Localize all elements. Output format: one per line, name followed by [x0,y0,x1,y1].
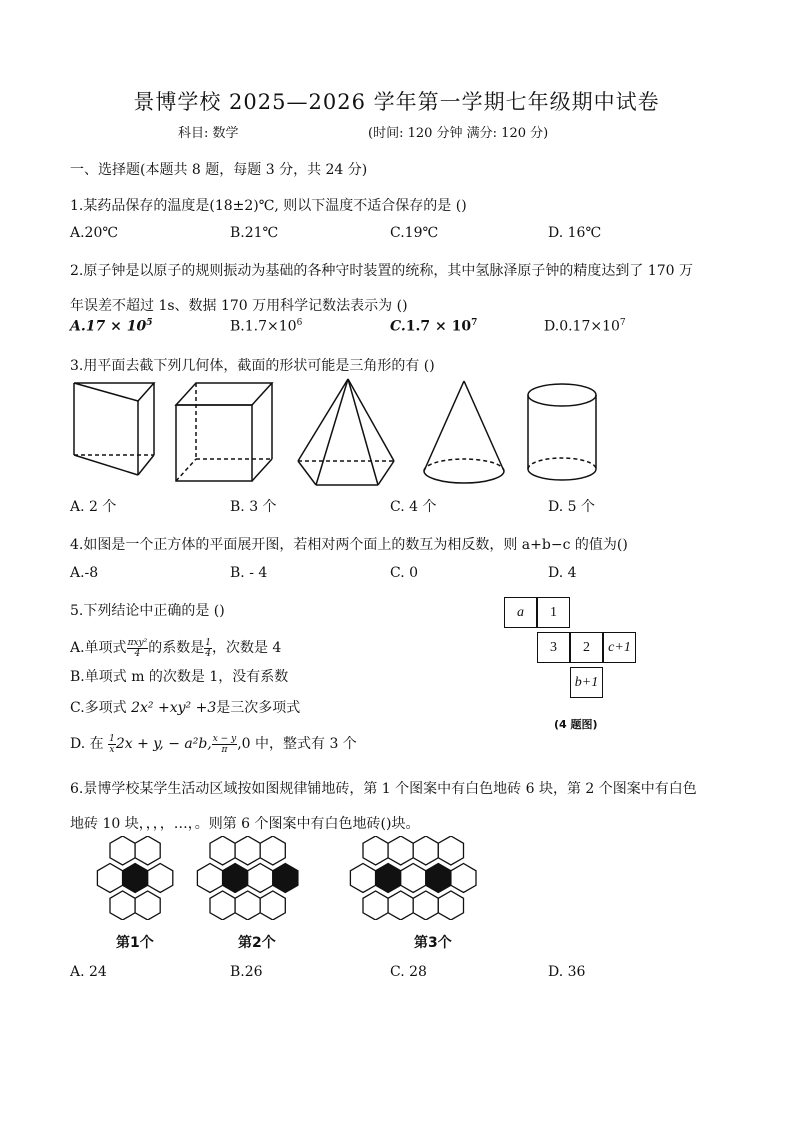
q6-option-c: C. 28 [390,964,427,980]
white-tile [260,891,285,920]
cube-figure [176,383,272,481]
black-tile [223,864,248,893]
q5-option-d: D. 在 $\frac{1}{x}$ 2x + y, − a²b, $\frac{x - y}{\pi}$ ,0 中，整式有 3 个 [70,733,357,755]
q4-option-c: C. 0 [390,565,419,581]
q1-option-a: A.20℃ [70,225,119,241]
q1-option-c: C.19℃ [390,225,439,241]
white-tile [210,891,235,920]
q6-option-d: D. 36 [548,964,586,980]
white-tile [363,891,388,920]
figure-label-3: 第3个 [414,935,452,951]
triangular-prism-figure [74,383,154,475]
white-tile [451,864,476,893]
white-tile [413,891,438,920]
q6-option-b: B.26 [230,964,263,980]
white-tile [110,891,135,920]
black-tile [123,864,148,893]
q3-solids-figure [60,375,620,495]
white-tile [413,836,438,865]
q4-option-d: D. 4 [548,565,577,581]
time-score-label: (时间: 120 分钟 满分: 120 分) [368,126,549,141]
net-cell-2: 2 [570,632,603,663]
cone-figure [424,381,504,483]
white-tile [135,891,160,920]
q4-option-a: A.-8 [70,565,99,581]
figure-label-1: 第1个 [116,935,154,951]
white-tile [401,864,426,893]
white-tile [260,836,285,865]
q6-stem-line1: 6.景博学校某学生活动区域按如图规律铺地砖，第 1 个图案中有白色地砖 6 块，第 2 个图案中有白色 [70,781,697,797]
subject-label: 科目: 数学 [178,126,239,141]
white-tile [235,836,260,865]
section-heading: 一、选择题(本题共 8 题，每题 3 分，共 24 分) [70,162,368,178]
page-title: 景博学校 2025—2026 学年第一学期七年级期中试卷 [133,90,660,114]
white-tile [248,864,273,893]
black-tile [426,864,451,893]
q4-figure-caption: (4 题图) [554,718,598,731]
white-tile [148,864,173,893]
pyramid-figure [298,379,394,485]
white-tile [350,864,375,893]
q3-option-d: D. 5 个 [548,499,595,515]
q2-option-d: $D.0.17\times 10^7$ [544,318,626,335]
white-tile [388,891,413,920]
white-tile [438,891,463,920]
q2-option-a: $A.17 \times 10^5$ [70,318,153,335]
net-cell-a: a [504,597,537,628]
q2-option-b: $B.1.7\times 10^6$ [230,318,303,335]
q3-stem: 3.用平面去截下列几何体，截面的形状可能是三角形的有 () [70,358,435,374]
white-tile [210,836,235,865]
q2-stem-line1: 2.原子钟是以原子的规则振动为基础的各种守时装置的统称，其中氢脉泽原子钟的精度达到了 170 万 [70,263,693,279]
black-tile [273,864,298,893]
white-tile [388,836,413,865]
q3-option-a: A. 2 个 [70,499,117,515]
q2-stem-line2: 年误差不超过 1s、数据 170 万用科学记数法表示为 () [70,298,408,314]
white-tile [363,836,388,865]
white-tile [135,836,160,865]
q4-stem: 4.如图是一个正方体的平面展开图，若相对两个面上的数互为相反数，则 a+b−c 的值为() [70,537,628,553]
q5-stem: 5.下列结论中正确的是 () [70,603,225,619]
q4-option-b: B. - 4 [230,565,268,581]
figure-label-2: 第2个 [238,935,276,951]
cube-net-figure [504,597,644,697]
q6-option-a: A. 24 [70,964,107,980]
q3-option-c: C. 4 个 [390,499,437,515]
white-tile [235,891,260,920]
black-tile [376,864,401,893]
net-cell-b-plus-1: b+1 [570,667,603,698]
q6-hexagon-tiling-figure [90,836,530,920]
net-cell-c-plus-1: c+1 [603,632,636,663]
q1-option-d: D. 16℃ [548,225,602,241]
q6-stem-line2: 地砖 10 块，，，，…，。则第 6 个图案中有白色地砖()块。 [70,816,420,832]
white-tile [110,836,135,865]
cylinder-figure [528,384,596,480]
q2-option-c: $C.1.7 \times 10^7$ [390,318,478,335]
q1-stem: 1.某药品保存的温度是(18±2)℃, 则以下温度不适合保存的是 () [70,198,467,214]
q3-option-b: B. 3 个 [230,499,277,515]
net-cell-1: 1 [537,597,570,628]
white-tile [197,864,222,893]
q5-option-c: C.多项式 2x² +xy² +3是三次多项式 [70,700,301,716]
white-tile [438,836,463,865]
q5-option-b: B.单项式 m 的次数是 1，没有系数 [70,669,289,685]
white-tile [97,864,122,893]
net-cell-3: 3 [537,632,570,663]
q5-option-a: A.单项式 $\frac{\text{πxy²}}{4}$ 的系数是 $\frac{1}{4}$ ，次数是 4 [70,637,282,659]
q1-option-b: B.21℃ [230,225,279,241]
